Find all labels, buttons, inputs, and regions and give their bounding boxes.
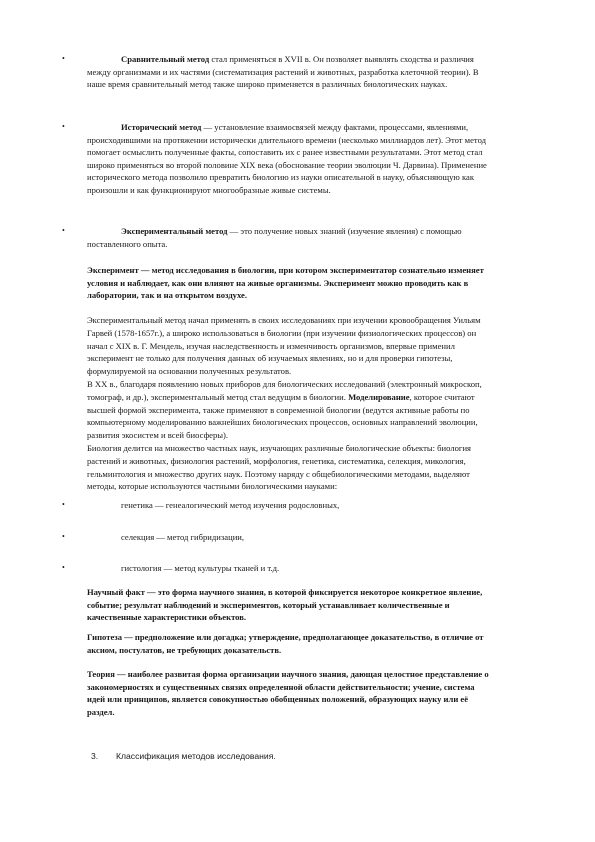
modeling-line: томограф, и др.), экспериментальный метод стал ведущим в биологии. Моделирование, которое считают	[87, 391, 475, 402]
comparative-method-line-1: Сравнительный метод стал применяться в XVII в. Он позволяет выявлять сходства и различия	[121, 54, 474, 64]
historical-method-line-4: широко применяться во второй половине XIX века (обоснование теории эволюции Ч. Дарвина). Применение	[87, 159, 487, 170]
historical-method-item	[87, 121, 539, 196]
sub-bullet-selection: селекция — метод гибридизации,	[121, 532, 245, 542]
experimental-method-line-2: поставленного опыта.	[87, 238, 168, 249]
comparative-method-item	[87, 53, 539, 91]
comparative-method-term: Сравнительный метод	[121, 54, 210, 64]
comparative-method-line-2: между организмами и их частями (систематизация растений и животных, разработка клеточной теории). В	[87, 66, 479, 77]
theory-definition: Теория — наиболее развитая форма организации научного знания, дающая целостное представление о закономерностях и существенных связях определенной области действительности; учение, система идей или принципов, является совокупностью обобщенных положений, образующих науку или её раздел.	[87, 669, 489, 717]
historical-method-line-6: произошли и как функционируют многообразные живые системы.	[87, 184, 331, 195]
historical-method-term: Исторический метод	[121, 122, 202, 132]
bullet-marker: •	[62, 532, 65, 541]
historical-method-line-3: помогает осмыслить полученные факты, сопоставить их с ранее известными результатами. Этот метод стал	[87, 147, 483, 157]
bullet-marker: •	[62, 122, 65, 131]
historical-method-line-1: Исторический метод — установление взаимосвязей между фактами, процессами, явлениями,	[121, 122, 469, 132]
experimental-history-paragraph: Экспериментальный метод начал применять в своих исследованиях при изучении кровообращения Уильям Гарвей (1578-1657г.), а широко использоваться в биологии (при изучении физиологических процессов) он начал с XIX в. Г. Мендель, изучая наследственность и изменчивость организмов, впервые применил эксперимент не только для получения данных об изучаемых явлениях, но и для проверки гипотезы, формулируемой на основании полученных результатов. В XX в., благодаря появлению новых приборов для биологических исследований (электронный микроскоп, томограф, и др.), экспериментальный метод стал ведущим в биологии. Моделирование, которое считают высшей формой эксперимента, также применяют в современной биологии (ведутся активные работы по компьютерному моделированию важнейших биологических процессов, основных направлений эволюции, развития экосистем и всей биосферы). Биология делится на множество частных наук, изучающих различные биологические объекты: биология растений и животных, физиология растений, морфология, генетика, систематика, селекция, микология, гельминтология и множество других наук. Поэтому наряду с общебиологическими методами, выделяют методы, которые используются частными биологическими науками:	[87, 314, 539, 493]
historical-method-line-5: исторического метода позволило превратить биологию из науки описательной в науку, объясняющую как	[87, 172, 475, 182]
experiment-definition: Эксперимент — метод исследования в биологии, при котором экспериментатор сознательно изменяет условия и наблюдает, как они влияют на живые организмы. Эксперимент можно проводить как в лаборатории, так и на открытом воздухе.	[87, 265, 484, 300]
bullet-marker: •	[62, 54, 65, 63]
section-title: Классификация методов исследования.	[116, 751, 276, 761]
bullet-marker: •	[62, 226, 65, 235]
experimental-method-line-1: Экспериментальный метод — это получение новых знаний (изучение явления) с помощью	[121, 226, 462, 236]
bullet-marker: •	[62, 563, 65, 572]
section-heading	[87, 750, 276, 762]
experimental-method-term: Экспериментальный метод	[121, 226, 228, 236]
sub-bullet-genetics: генетика — генеалогический метод изучения родословных,	[121, 500, 340, 510]
historical-method-line-2: происходившими на протяжении исторически длительного времени (несколько миллиардов лет). Этот метод	[87, 134, 486, 145]
modeling-term: Моделирование	[348, 391, 410, 402]
comparative-method-line-3: наше время сравнительный метод также широко применяется в различных биологических науках.	[87, 79, 448, 89]
hypothesis-definition: Гипотеза — предположение или догадка; утверждение, предполагающее доказательство, в отличие от аксиом, постулатов, не требующих доказательств.	[87, 632, 484, 655]
section-number: 3.	[91, 751, 99, 761]
sub-bullet-histology: гистология — метод культуры тканей и т.д.	[121, 563, 280, 573]
scientific-fact-definition: Научный факт — это форма научного знания, в которой фиксируется некоторое конкретное явление, событие; результат наблюдений и экспериментов, который устанавливает количественные и качественные характеристики объектов.	[87, 587, 483, 622]
bullet-marker: •	[62, 500, 65, 509]
experimental-method-item	[87, 225, 539, 250]
